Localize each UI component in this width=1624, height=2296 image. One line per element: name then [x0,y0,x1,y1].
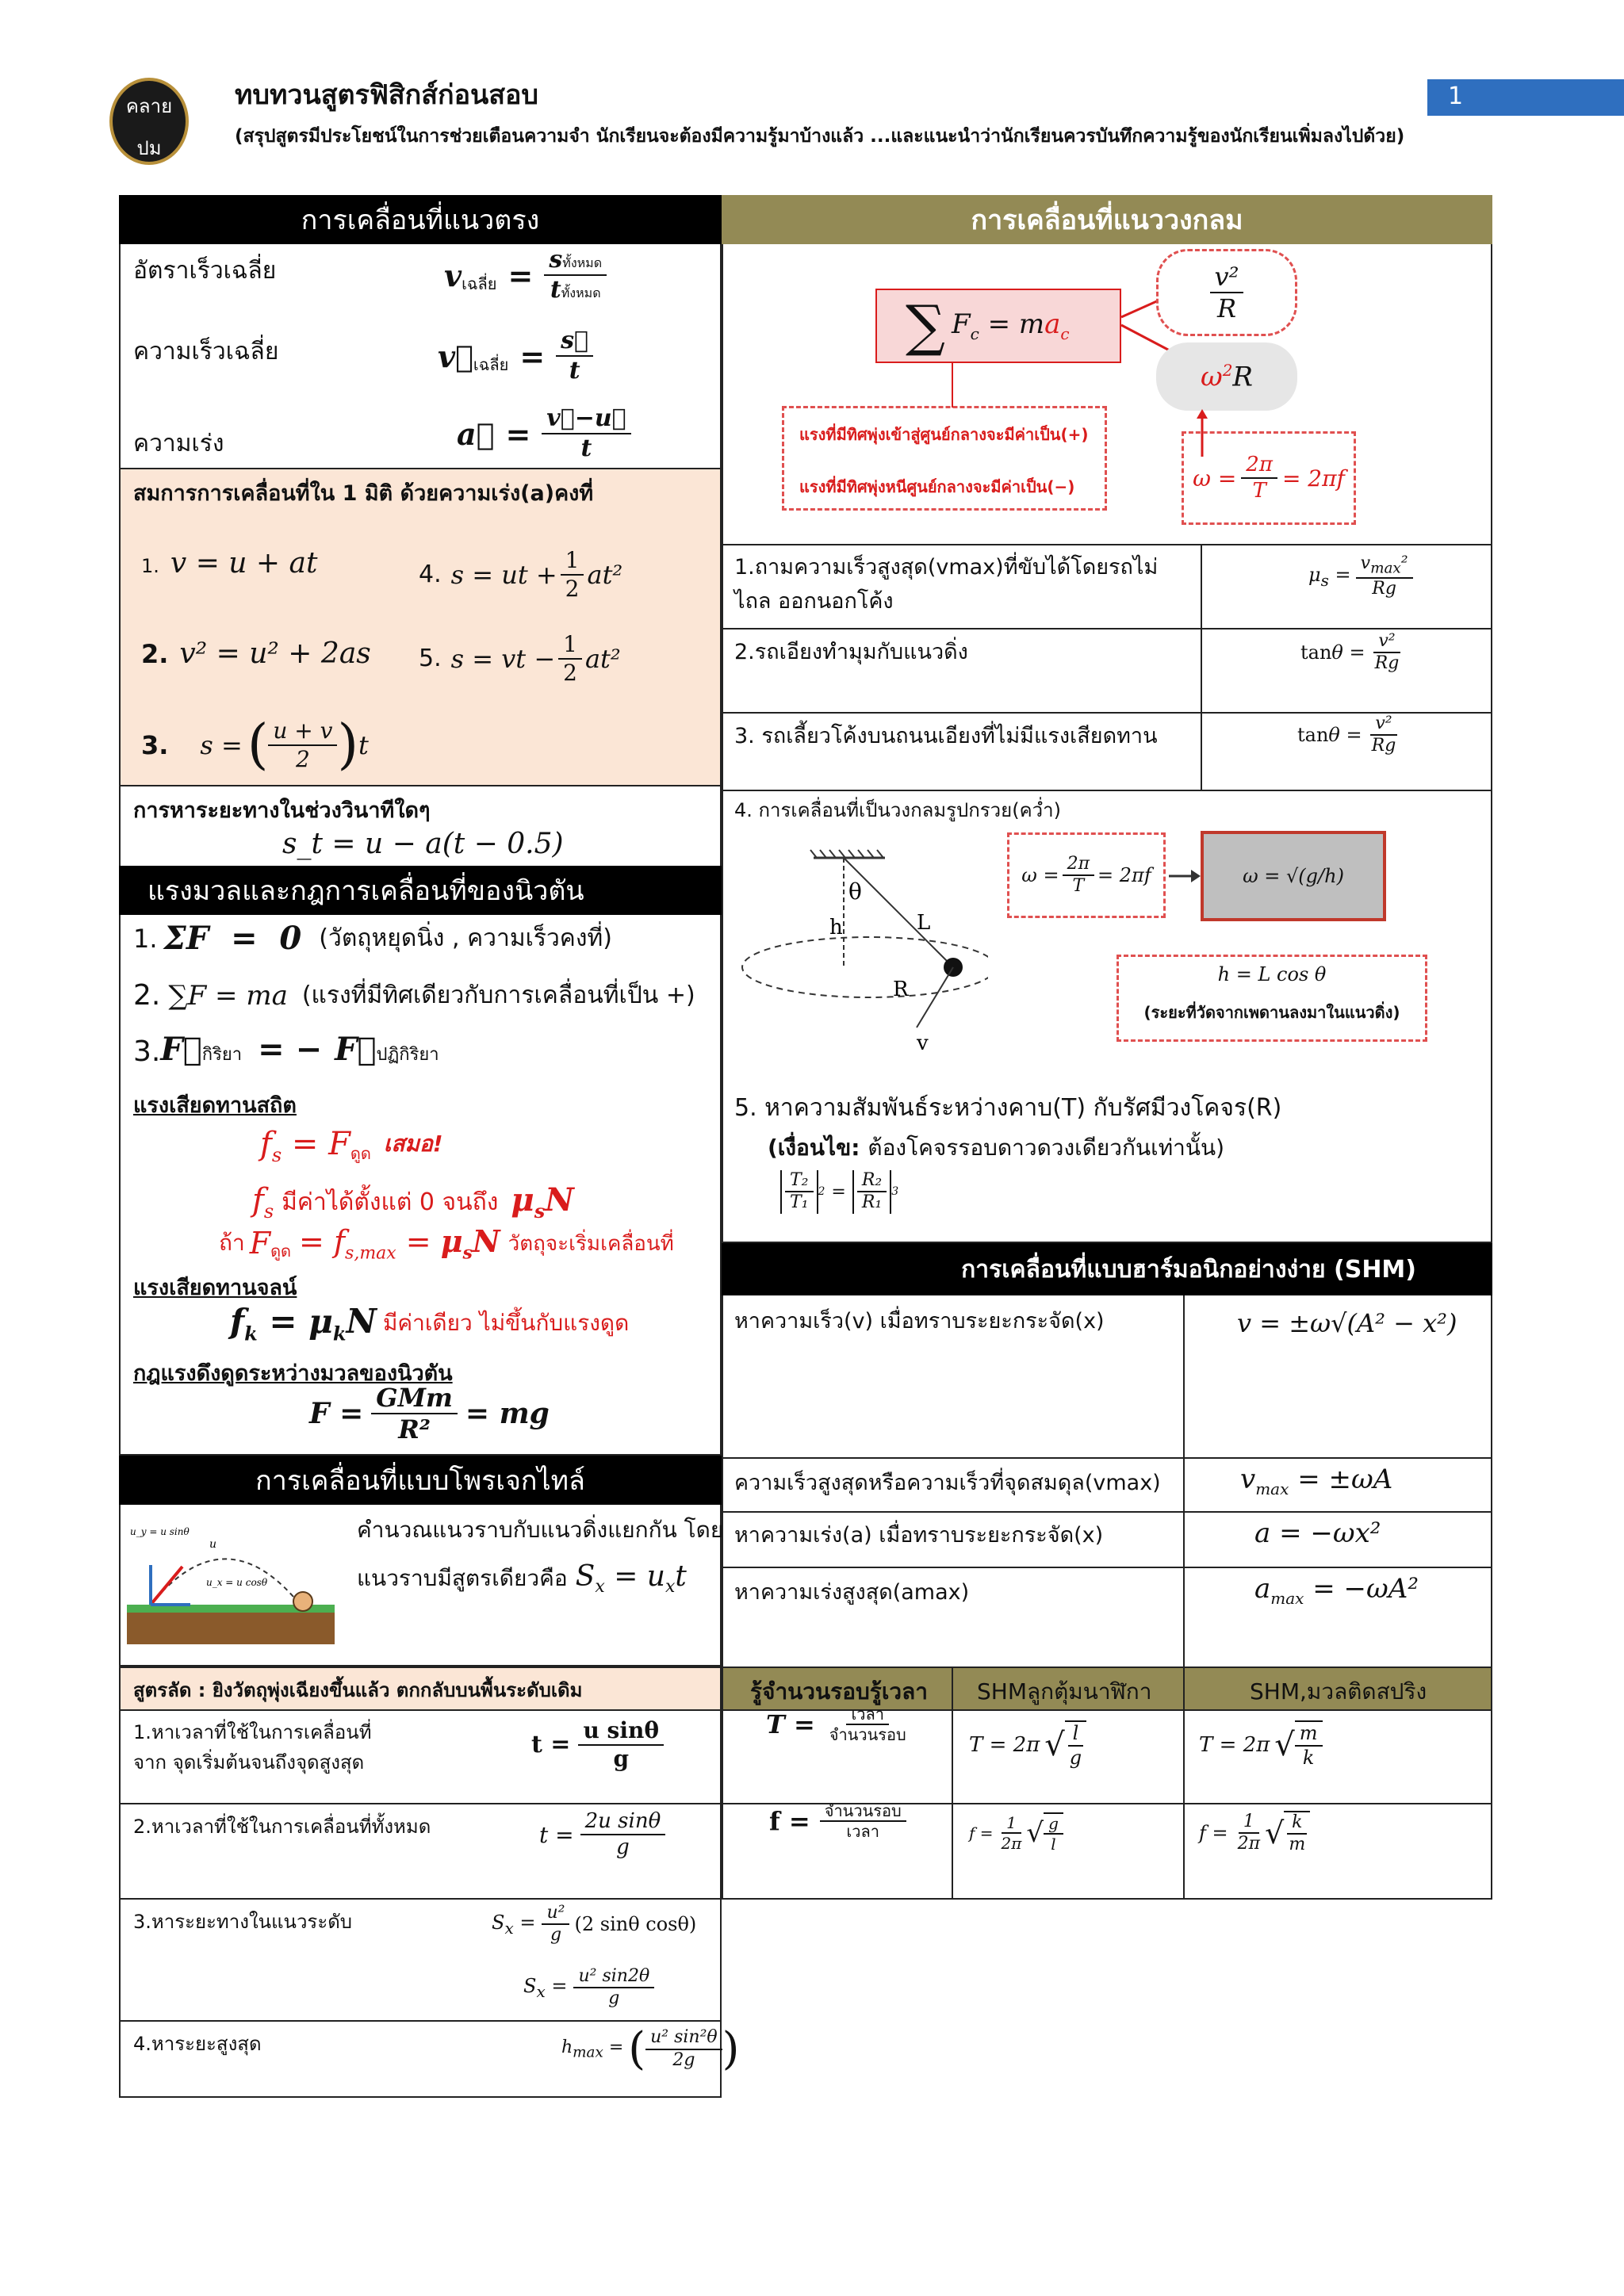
conical-pendulum-diagram [734,840,988,1062]
shortcut-row-4-eq: $h_{max}$ = ( $\frac{\text{u² sin²θ}}{2g}$ ) [561,2023,740,2075]
centripetal-eq-box: ∑ $F_c = ma_c$ [875,289,1121,363]
away-center-note: แรงที่มีทิศพุ่งหนีศูนย์กลางจะมีค่าเป็น(−) [799,477,1075,496]
shortcut-row-2-eq: t = $\frac{\text{2u sinθ}}{g}$ [539,1809,665,1860]
newton-title: แรงมวลและกฎการเคลื่อนที่ของนิวตัน [147,875,584,907]
shortcut-row-3-eq-1: $S_x$ = $\frac{\text{u²}}{g}$ (2 sinθ cosθ) [492,1903,697,1946]
kepler-title: 5. หาความสัมพันธ์ระหว่างคาบ(T) กับรัศมีวงโคจร(R) [734,1094,1282,1122]
logo-text-bottom: ปม [136,137,162,159]
circular-header [722,195,1492,244]
shm-row-4-eq: $a_{max} = -\omega A^2$ [1254,1573,1419,1608]
pendulum-frequency: f = $\frac{1}{2\pi}$ √ $\frac{g}{l}$ [969,1812,1063,1854]
linear-header [119,195,722,244]
equation-4: 4. s = ut + $\frac{1}{2}$ at² [419,547,623,602]
avg-speed-label: อัตราเร็วเฉลี่ย [133,257,277,285]
newton-law-1: 1. ΣF = 0 (วัตถุหยุดนิ่ง , ความเร็วคงที่) [133,920,613,957]
linear-title: การเคลื่อนที่แนวตรง [301,205,540,236]
gravitation-title: กฎแรงดึงดูดระหว่างมวลของนิวตัน [133,1361,453,1386]
static-friction-eq1: $f_s = F$ ดูด เสมอ! [260,1126,443,1166]
newton-law-2: 2. ∑F = ma (แรงที่มีทิศเดียวกับการเคลื่อนที่เป็น +) [133,979,695,1012]
shm-col-header-1-label: รู้จำนวนรอบรู้เวลา [750,1678,929,1705]
shortcut-row-1-eq: t = $\frac{\text{u sinθ}}{g}$ [531,1717,664,1772]
static-friction-eq3: ถ้า F ดูด = $f_{s,max} = \mu_sN$ วัตถุจะเริ่มเคลื่อนที่ [219,1223,674,1264]
newton-law-3: 3. F⃗ กิริยา = − F⃗ ปฏิกิริยา [133,1031,439,1068]
kinetic-friction-eq: $f_k = \mu_kN$ มีค่าเดียว ไม่ขึ้นกับแรงดูด [230,1302,630,1345]
static-friction-eq2: $f_s$ มีค่าได้ตั้งแต่ 0 จนถึง $\mu_sN$ [252,1181,574,1223]
conical-arrow [1169,864,1201,888]
shm-title: การเคลื่อนที่แบบฮาร์มอนิกอย่างง่าย (SHM) [961,1255,1416,1284]
conical-title: 4. การเคลื่อนที่เป็นวงกลมรูปกรวย(คว่ำ) [734,799,1061,821]
projectile-desc-1: คำนวณแนวราบกับแนวดิ่งแยกกัน โดย [357,1517,724,1543]
shortcut-row-2-label: 2.หาเวลาที่ใช้ในการเคลื่อนที่ทั้งหมด [133,1816,431,1838]
kinetic-friction-title: แรงเสียดทานจลน์ [133,1276,297,1300]
period-def: T = $\frac{\text{เวลา}}{\text{จำนวนรอบ}}$ [766,1705,906,1744]
equation-3: 3. s = ( $\frac{u + v}{2}$ ) t [141,714,369,776]
equations-title: สมการการเคลื่อนที่ใน 1 มิติ ด้วยความเร่ง(a)คงที่ [133,481,594,506]
v2-over-r-bubble: $\frac{\text{v²}}{R}$ [1156,249,1297,336]
conical-omega-box: ω = $\frac{2\pi}{T}$ = 2πf [1007,832,1166,918]
projectile-title: การเคลื่อนที่แบบโพรเจกไทล์ [255,1465,585,1497]
shm-header [722,1243,1492,1295]
gravitation-eq: F = $\frac{\text{GMm}}{\text{R²}}$ = mg [309,1383,550,1445]
svg-text:L: L [917,911,931,935]
circular-title: การเคลื่อนที่แนววงกลม [971,205,1243,236]
avg-speed-eq: v เฉลี่ย = $\frac{\text{sทั้งหมด}}{\text{tทั้งหมด}}$ [444,246,607,304]
svg-text:h: h [829,916,843,939]
shm-col-header-2-label: SHMลูกตุ้มนาฬิกา [977,1678,1152,1705]
logo-text-top: คลาย [125,95,173,117]
svg-text:u_x = u cosθ: u_x = u cosθ [206,1577,268,1588]
page-subtitle: (สรุปสูตรมีประโยชน์ในการช่วยเตือนความจำ นักเรียนจะต้องมีความรู้มาบ้างแล้ว ...และแนะนำว่านักเรียนควรบันทึกความรู้ของนักเรียนเพิ่มลงไปด้วย) [235,126,1405,147]
projectile-desc-2: แนวราบมีสูตรเดียวคือ $S_x = u_xt$ [357,1560,687,1598]
svg-text:θ: θ [848,878,862,905]
static-friction-title: แรงเสียดทานสถิต [133,1093,297,1118]
svg-text:v: v [917,1031,929,1055]
svg-text:u_y = u sinθ: u_y = u sinθ [130,1526,190,1537]
shm-row-1-eq: v = ±ω√(A² − x²) [1237,1308,1457,1338]
equation-1: 1. v = u + at [141,547,318,580]
distance-eq: s_t = u − a(t − 0.5) [282,828,564,860]
shm-row-1-label: หาความเร็ว(v) เมื่อทราบระยะกระจัด(x) [734,1309,1105,1334]
shm-row-4-label: หาความเร่งสูงสุด(amax) [734,1580,970,1605]
shortcut-row-3-label: 3.หาระยะทางในแนวระดับ [133,1911,353,1933]
logo [109,78,189,165]
circular-row-3-label: 3. รถเลี้ยวโค้งบนถนนเอียงที่ไม่มีแรงเสียดทาน [734,724,1158,748]
newton-header [119,866,722,915]
equation-5: 5. s = vt − $\frac{1}{2}$ at² [419,631,621,686]
shm-row-2-label: ความเร็วสูงสุดหรือความเร็วที่จุดสมดุล(vmax) [734,1471,1161,1495]
circular-row-1-eq: $\mu_s$ = $\frac{v_{max}^2}{Rg}$ [1308,553,1413,600]
connector-line [948,362,956,409]
pendulum-period: T = 2π √ $\frac{l}{g}$ [969,1720,1086,1770]
frequency-def: f = $\frac{\text{จำนวนรอบ}}{\text{เวลา}}$ [769,1801,906,1841]
shortcut-row-1-label: 1.หาเวลาที่ใช้ในการเคลื่อนที่จาก จุดเริ่มต้นจนถึงจุดสูงสุด [133,1721,372,1774]
accel-label: ความเร่ง [133,430,224,457]
spring-frequency: f = $\frac{1}{2\pi}$ √ $\frac{k}{m}$ [1199,1811,1310,1856]
omega-def-box: ω = $\frac{2\pi}{T}$ = 2πf [1182,431,1356,525]
shm-col-header-3-label: SHM,มวลติดสปริง [1250,1678,1427,1705]
circular-row-1-label: 1.ถามความเร็วสูงสุด(vmax)ที่ขับได้โดยรถไม่ไถล ออกนอกโค้ง [734,555,1159,614]
shortcut-title: สูตรลัด : ยิงวัตถุพุ่งเฉียงขึ้นแล้ว ตกกลับบนพื้นระดับเดิม [133,1679,583,1701]
kepler-condition: (เงื่อนไข: ต้องโคจรรอบดาวดวงเดียวกันเท่านั้น) [768,1135,1225,1161]
shm-row-3-eq: a = −ωx² [1254,1517,1381,1549]
omega2r-bubble: $\omega^2R$ [1156,342,1297,411]
circular-row-3-eq: tanθ = $\frac{\text{v²}}{Rg}$ [1297,714,1396,756]
svg-text:u: u [209,1538,217,1551]
page-number: 1 [1448,82,1464,110]
conical-h-box: h = L cos θ (ระยะที่วัดจากเพดานลงมาในแนวดิ่ง) [1116,955,1427,1042]
equation-2: 2. v² = u² + 2as [141,637,371,670]
shm-row-2-eq: $v_{max} = \pm\omega A$ [1240,1464,1393,1498]
circular-row-2-label: 2.รถเอียงทำมุมกับแนวดิ่ง [734,640,968,664]
shortcut-row-4-label: 4.หาระยะสูงสุด [133,2033,262,2055]
projectile-header [119,1456,722,1505]
kepler-eq: $\frac{\text{T₂}}{\text{T₁}}$ 2 = $\frac{\text{R₂}}{\text{R₁}}$ 3 [780,1170,898,1214]
shm-row-3-label: หาความเร่ง(a) เมื่อทราบระยะกระจัด(x) [734,1523,1104,1548]
page-title: ทบทวนสูตรฟิสิกส์ก่อนสอบ [235,79,538,111]
avg-velocity-eq: v⃗ เฉลี่ย = $\frac{s⃗}{t}$ [438,327,593,385]
projectile-diagram [127,1517,335,1644]
spring-period: T = 2π √ $\frac{m}{k}$ [1199,1720,1323,1770]
conical-omega-result: ω = √(g/h) [1201,831,1386,921]
accel-eq: a⃗ = $\frac{v⃗-u⃗}{t}$ [457,404,631,463]
shortcut-row-3-eq-2: $S_x$ = $\frac{\text{u² sin2θ}}{g}$ [523,1966,654,2010]
svg-text:R: R [893,978,909,1001]
distance-title: การหาระยะทางในช่วงวินาทีใดๆ [133,798,431,823]
avg-velocity-label: ความเร็วเฉลี่ย [133,338,279,365]
circular-row-2-eq: tanθ = $\frac{\text{v²}}{Rg}$ [1300,631,1400,674]
toward-center-note: แรงที่มีทิศพุ่งเข้าสู่ศูนย์กลางจะมีค่าเป็น(+) [799,425,1089,444]
